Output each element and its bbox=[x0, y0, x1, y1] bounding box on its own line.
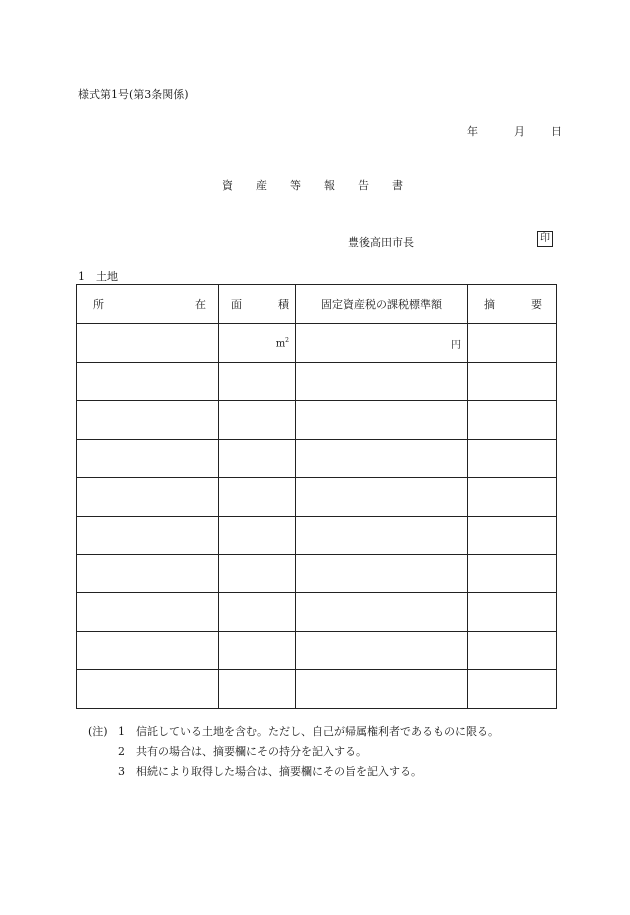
header-remarks bbox=[468, 285, 557, 324]
title-char: 告 bbox=[358, 179, 369, 192]
cell-area[interactable] bbox=[219, 516, 296, 554]
note-text: 相続により取得した場合は、摘要欄にその旨を記入する。 bbox=[136, 765, 422, 778]
cell-area[interactable] bbox=[219, 593, 296, 631]
cell-tax-base[interactable] bbox=[296, 554, 468, 592]
cell-location[interactable] bbox=[77, 478, 219, 516]
note-text: 共有の場合は、摘要欄にその持分を記入する。 bbox=[136, 745, 367, 758]
note-item bbox=[88, 742, 499, 762]
cell-location[interactable] bbox=[77, 593, 219, 631]
cell-area[interactable] bbox=[219, 554, 296, 592]
header-area bbox=[219, 285, 296, 324]
cell-remarks[interactable] bbox=[468, 363, 557, 401]
cell-tax-base[interactable] bbox=[296, 439, 468, 477]
header-tax-base: 固定資産税の課税標準額 bbox=[296, 285, 468, 324]
note-tag: (注) bbox=[88, 725, 108, 738]
table-row bbox=[77, 478, 557, 516]
cell-remarks[interactable] bbox=[468, 554, 557, 592]
cell-location[interactable] bbox=[77, 363, 219, 401]
cell-tax-base[interactable] bbox=[296, 478, 468, 516]
note-item bbox=[88, 722, 499, 742]
land-table bbox=[76, 284, 557, 709]
title-char: 報 bbox=[324, 179, 335, 192]
note-item bbox=[88, 762, 499, 782]
cell-remarks[interactable] bbox=[468, 401, 557, 439]
cell-tax-base[interactable] bbox=[296, 324, 468, 363]
title-char: 資 bbox=[222, 179, 233, 192]
header-location-char: 所 bbox=[93, 298, 104, 311]
cell-area[interactable] bbox=[219, 324, 296, 363]
area-unit-sup: 2 bbox=[285, 336, 289, 344]
header-area-char: 積 bbox=[278, 298, 289, 311]
header-remarks-char: 要 bbox=[531, 298, 542, 311]
cell-remarks[interactable] bbox=[468, 670, 557, 708]
cell-remarks[interactable] bbox=[468, 478, 557, 516]
cell-tax-base[interactable] bbox=[296, 631, 468, 669]
amount-unit: 円 bbox=[451, 339, 461, 351]
cell-location[interactable] bbox=[77, 670, 219, 708]
note-number: 1 bbox=[118, 725, 125, 738]
cell-remarks[interactable] bbox=[468, 516, 557, 554]
cell-location[interactable] bbox=[77, 439, 219, 477]
cell-tax-base[interactable] bbox=[296, 401, 468, 439]
cell-location[interactable] bbox=[77, 324, 219, 363]
table-row bbox=[77, 631, 557, 669]
area-unit: m bbox=[275, 338, 286, 350]
cell-remarks[interactable] bbox=[468, 593, 557, 631]
cell-remarks[interactable] bbox=[468, 439, 557, 477]
cell-area[interactable] bbox=[219, 478, 296, 516]
cell-area[interactable] bbox=[219, 401, 296, 439]
table-row bbox=[77, 670, 557, 708]
document-title bbox=[222, 177, 426, 193]
cell-location[interactable] bbox=[77, 631, 219, 669]
date-month-label: 月 bbox=[514, 125, 525, 138]
cell-remarks[interactable] bbox=[468, 631, 557, 669]
section-heading: 1 土地 bbox=[78, 270, 118, 283]
header-location bbox=[77, 285, 219, 324]
cell-remarks[interactable] bbox=[468, 324, 557, 363]
cell-area[interactable] bbox=[219, 670, 296, 708]
note-text: 信託している土地を含む。ただし、自己が帰属権利者であるものに限る。 bbox=[136, 725, 499, 738]
cell-area[interactable] bbox=[219, 439, 296, 477]
cell-tax-base[interactable] bbox=[296, 516, 468, 554]
note-number: 3 bbox=[118, 765, 125, 778]
table-row bbox=[77, 324, 557, 363]
table-row bbox=[77, 593, 557, 631]
cell-tax-base[interactable] bbox=[296, 593, 468, 631]
header-area-char: 面 bbox=[231, 298, 242, 311]
table-row bbox=[77, 363, 557, 401]
note-number: 2 bbox=[118, 745, 125, 758]
table-row bbox=[77, 516, 557, 554]
table-row bbox=[77, 439, 557, 477]
cell-area[interactable] bbox=[219, 631, 296, 669]
addressee: 豊後高田市長 bbox=[348, 236, 414, 249]
table-header-row bbox=[77, 285, 557, 324]
notes bbox=[88, 722, 499, 782]
date-day-label: 日 bbox=[551, 125, 562, 138]
cell-location[interactable] bbox=[77, 554, 219, 592]
cell-tax-base[interactable] bbox=[296, 363, 468, 401]
title-char: 等 bbox=[290, 179, 301, 192]
table-row bbox=[77, 554, 557, 592]
cell-location[interactable] bbox=[77, 516, 219, 554]
header-location-char: 在 bbox=[195, 298, 206, 311]
date-year-label: 年 bbox=[467, 125, 478, 138]
cell-tax-base[interactable] bbox=[296, 670, 468, 708]
cell-area[interactable] bbox=[219, 363, 296, 401]
header-remarks-char: 摘 bbox=[484, 298, 495, 311]
title-char: 産 bbox=[256, 179, 267, 192]
date-line bbox=[467, 123, 562, 139]
cell-location[interactable] bbox=[77, 401, 219, 439]
seal-mark: 印 bbox=[537, 231, 553, 247]
title-char: 書 bbox=[392, 179, 403, 192]
table-row bbox=[77, 401, 557, 439]
form-number: 様式第1号(第3条関係) bbox=[78, 88, 189, 101]
